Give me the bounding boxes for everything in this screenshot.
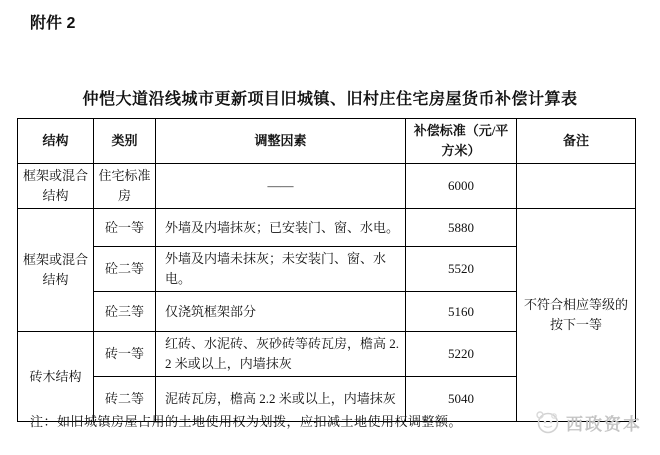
factors-cell: 外墙及内墙抹灰；已安装门、窗、水电。 [156, 209, 406, 247]
watermark [534, 409, 642, 435]
table-row [18, 164, 636, 209]
table-header-row [18, 119, 636, 164]
factors-cell: 泥砖瓦房，檐高 2.2 米或以上，内墙抹灰 [156, 377, 406, 422]
factors-cell: —— [156, 164, 406, 209]
panda-logo-icon [534, 409, 560, 435]
category-cell: 住宅标准房 [94, 164, 156, 209]
watermark-text: 西政资本 [566, 414, 642, 434]
structure-cell: 框架或混合结构 [18, 164, 94, 209]
factors-cell: 外墙及内墙未抹灰；未安装门、窗、水电。 [156, 247, 406, 292]
header-remarks: 备注 [517, 119, 636, 164]
remarks-cell-empty [517, 164, 636, 209]
category-cell: 砖一等 [94, 332, 156, 377]
header-adjustment-factors: 调整因素 [156, 119, 406, 164]
standard-cell: 5160 [406, 292, 517, 332]
standard-cell: 5520 [406, 247, 517, 292]
header-structure: 结构 [18, 119, 94, 164]
structure-cell: 砖木结构 [18, 332, 94, 422]
header-category: 类别 [94, 119, 156, 164]
standard-cell: 5220 [406, 332, 517, 377]
category-cell: 砖二等 [94, 377, 156, 422]
remarks-cell-merged: 不符合相应等级的按下一等 [517, 209, 636, 422]
structure-cell: 框架或混合结构 [18, 209, 94, 332]
table-row [18, 209, 636, 247]
compensation-table [17, 118, 636, 422]
standard-cell: 5880 [406, 209, 517, 247]
header-compensation-standard: 补偿标准（元/平方米） [406, 119, 517, 164]
category-cell: 砼一等 [94, 209, 156, 247]
standard-cell: 6000 [406, 164, 517, 209]
factors-cell: 仅浇筑框架部分 [156, 292, 406, 332]
footnote-text: 注：如旧城镇房屋占用的土地使用权为划拨，应扣减土地使用权调整额。 [30, 414, 463, 429]
category-cell: 砼二等 [94, 247, 156, 292]
attachment-label: 附件 2 [30, 15, 76, 32]
category-cell: 砼三等 [94, 292, 156, 332]
standard-cell: 5040 [406, 377, 517, 422]
factors-cell: 红砖、水泥砖、灰砂砖等砖瓦房，檐高 2.2 米或以上，内墙抹灰 [156, 332, 406, 377]
page-title: 仲恺大道沿线城市更新项目旧城镇、旧村庄住宅房屋货币补偿计算表 [82, 91, 578, 108]
